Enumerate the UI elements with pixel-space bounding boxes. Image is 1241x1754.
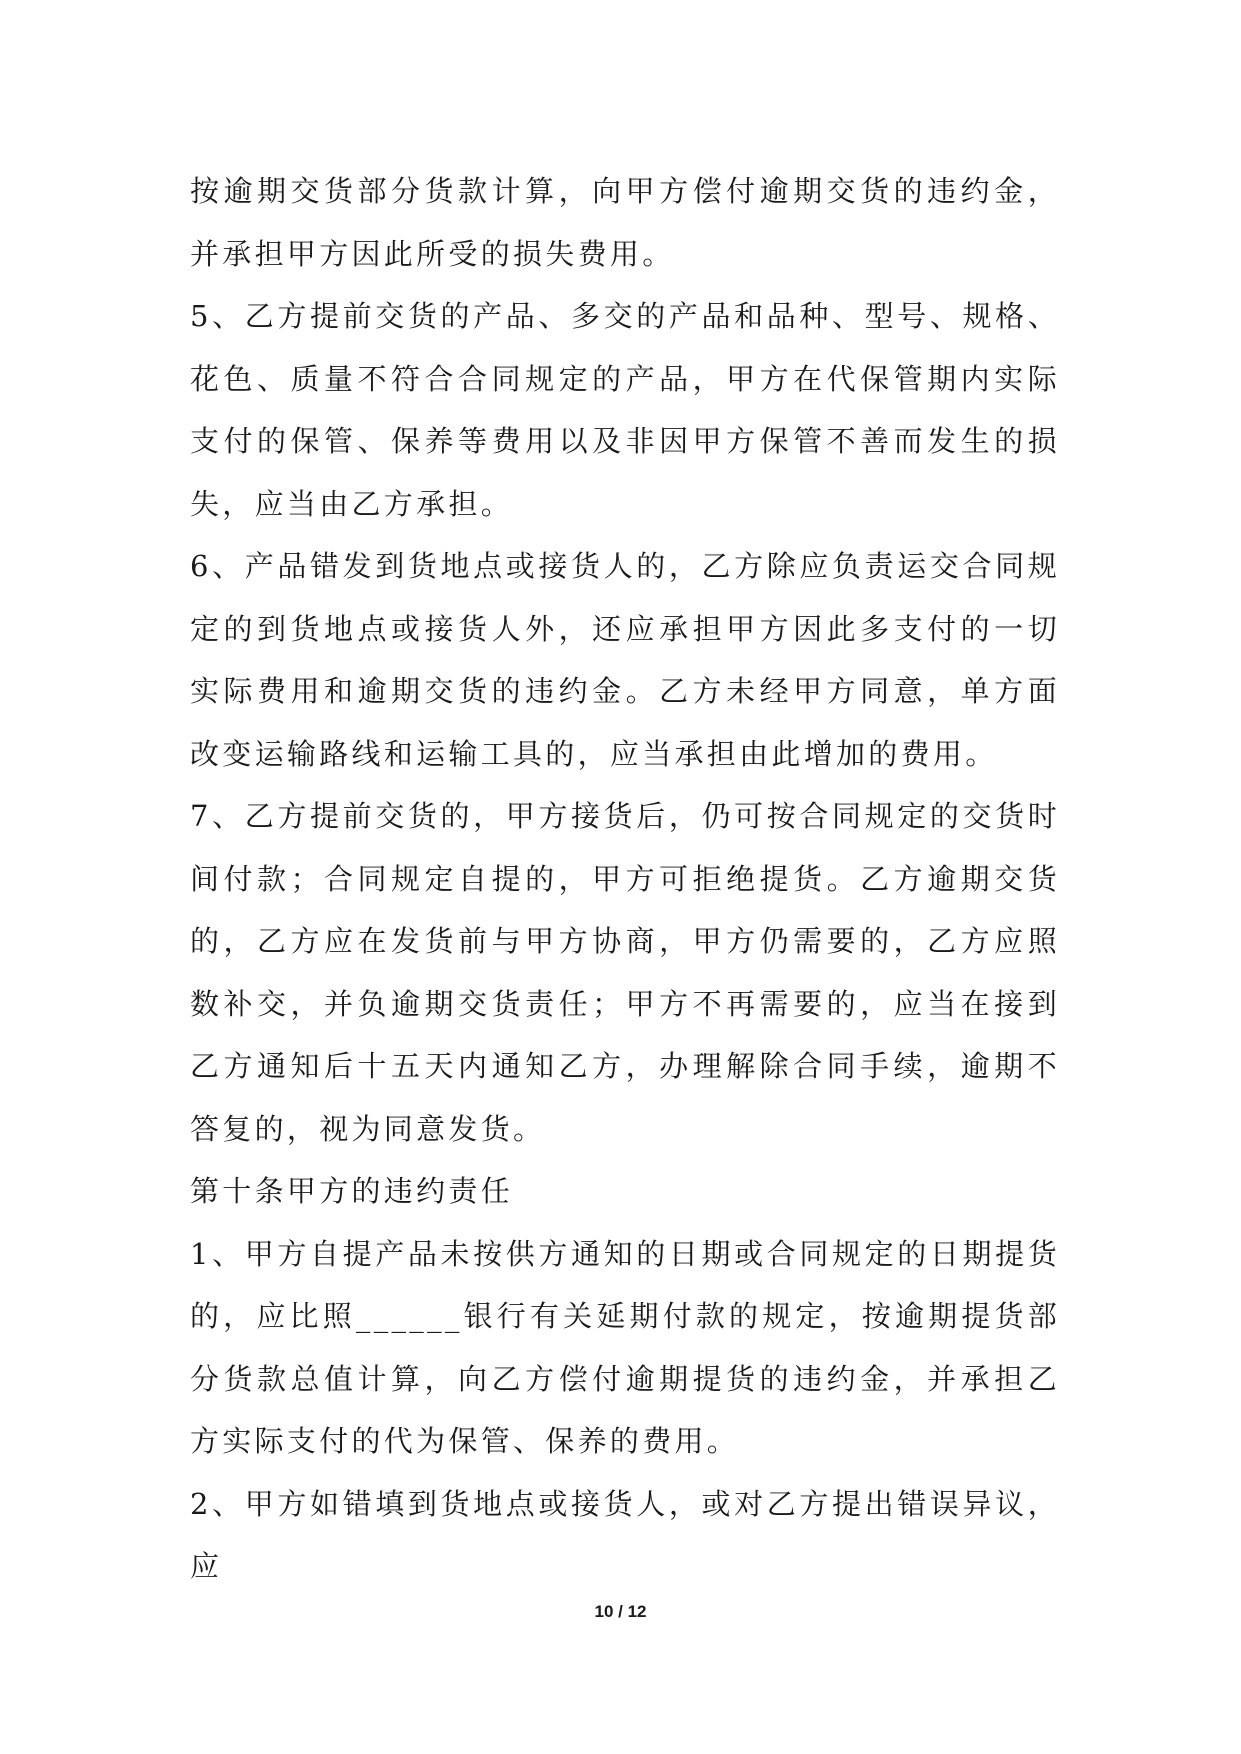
clause-item-5: 5、乙方提前交货的产品、多交的产品和品种、型号、规格、花色、质量不符合合同规定的产品，甲方在代保管期内实际支付的保管、保养等费用以及非因甲方保管不善而发生的损失，应当由乙方承担。 xyxy=(190,299,1060,521)
document-body xyxy=(190,160,1060,1598)
clause-item-7: 7、乙方提前交货的，甲方接货后，仍可按合同规定的交货时间付款；合同规定自提的，甲方可拒绝提货。乙方逾期交货的，乙方应在发货前与甲方协商，甲方仍需要的，乙方应照数补交，并负逾期交货责任；甲方不再需要的，应当在接到乙方通知后十五天内通知乙方，办理解除合同手续，逾期不答复的，视为同意发货。 xyxy=(190,799,1060,1146)
clause-item-6: 6、产品错发到货地点或接货人的，乙方除应负责运交合同规定的到货地点或接货人外，还应承担甲方因此多支付的一切实际费用和逾期交货的违约金。乙方未经甲方同意，单方面改变运输路线和运输工具的，应当承担由此增加的费用。 xyxy=(190,549,1060,771)
clause-item-1: 1、甲方自提产品未按供方通知的日期或合同规定的日期提货的，应比照______银行有关延期付款的规定，按逾期提货部分货款总值计算，向乙方偿付逾期提货的违约金，并承担乙方实际支付的代为保管、保养的费用。 xyxy=(190,1236,1060,1458)
section-heading: 第十条甲方的违约责任 xyxy=(190,1174,514,1208)
paragraph-continuation: 按逾期交货部分货款计算，向甲方偿付逾期交货的违约金，并承担甲方因此所受的损失费用。 xyxy=(190,174,1060,271)
page-number: 10 / 12 xyxy=(594,1602,647,1621)
clause-item-2: 2、甲方如错填到货地点或接货人，或对乙方提出错误异议，应 xyxy=(190,1486,1060,1583)
